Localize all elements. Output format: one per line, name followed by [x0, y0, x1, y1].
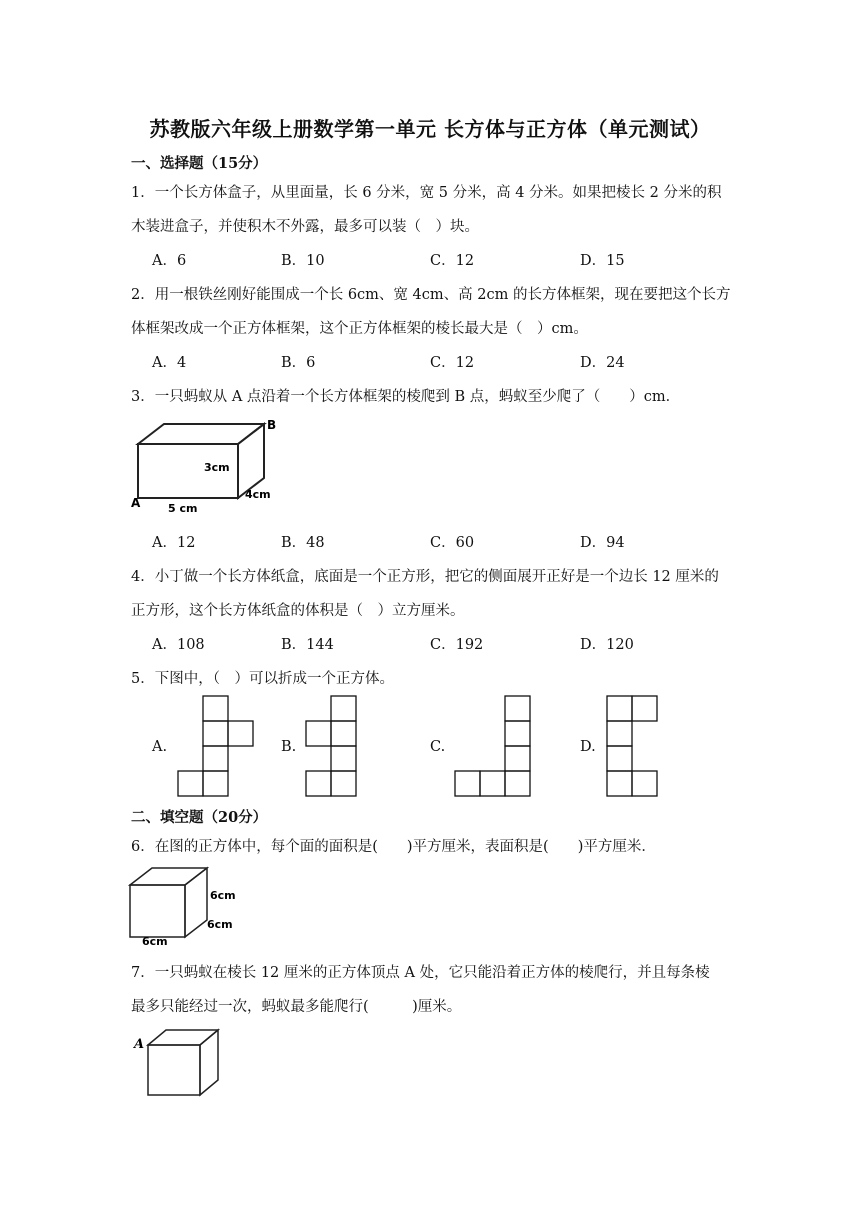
q5-net-d — [607, 696, 657, 796]
q2-option-c: C．12 — [430, 355, 475, 371]
section-heading-fill: 二、填空题（20分） — [131, 809, 268, 826]
q5-text-line1: 5．下图中，（ ）可以折成一个正方体。 — [131, 671, 394, 687]
q3-text-line1: 3．一只蚂蚁从 A 点沿着一个长方体框架的棱爬到 B 点，蚂蚁至少爬了（ ）cm． — [131, 389, 681, 405]
q7-text-line1: 7．一只蚂蚁在棱长 12 厘米的正方体顶点 A 处，它只能沿着正方体的棱爬行，并且每条棱 — [131, 965, 710, 981]
q1-option-c: C．12 — [430, 253, 475, 269]
q5-label-b: B. — [281, 739, 297, 755]
q6-depth-label: 6cm — [207, 918, 233, 931]
q3-point-b-label: B — [267, 418, 277, 432]
q2-text-line2: 体框架改成一个正方体框架，这个正方体框架的棱长最大是（ ）cm。 — [131, 321, 588, 337]
q4-text-line2: 正方形，这个长方体纸盒的体积是（ ）立方厘米。 — [131, 603, 465, 619]
q6-bottom-label: 6cm — [142, 935, 168, 948]
section-heading-choice: 一、选择题（15分） — [131, 155, 268, 172]
q7-text-line2: 最多只能经过一次，蚂蚁最多能爬行( )厘米。 — [131, 999, 462, 1015]
q5-label-a: A. — [152, 739, 168, 755]
q4-text-line1: 4．小丁做一个长方体纸盒，底面是一个正方形，把它的侧面展开正好是一个边长 12 厘米的 — [131, 569, 719, 585]
q1-text-line2: 木装进盒子，并使积木不外露，最多可以装（ ）块。 — [131, 219, 479, 235]
q5-label-d: D. — [580, 739, 596, 755]
q4-option-d: D．120 — [580, 637, 634, 653]
q4-option-a: A．108 — [152, 637, 205, 653]
q3-length-label: 5 cm — [168, 502, 198, 515]
q1-text-line1: 1．一个长方体盒子，从里面量，长 6 分米，宽 5 分米，高 4 分米。如果把棱长 2 分米的积 — [131, 185, 722, 201]
q7-vertex-label: A — [134, 1037, 145, 1052]
q3-option-a: A．12 — [152, 535, 196, 551]
q5-net-b — [306, 696, 356, 796]
q5-label-c: C. — [430, 739, 446, 755]
q2-option-a: A．4 — [152, 355, 187, 371]
q6-text-line1: 6．在图的正方体中，每个面的面积是( )平方厘米，表面积是( )平方厘米． — [131, 839, 656, 855]
q3-height-label: 3cm — [204, 461, 230, 474]
q1-option-a: A．6 — [152, 253, 187, 269]
q3-point-a-label: A — [131, 496, 141, 510]
q3-depth-label: 4cm — [245, 488, 271, 501]
q2-option-b: B．6 — [281, 355, 316, 371]
q1-option-d: D．15 — [580, 253, 625, 269]
q3-option-c: C．60 — [430, 535, 475, 551]
q6-cube-figure — [128, 866, 248, 948]
q2-text-line1: 2．用一根铁丝刚好能围成一个长 6cm、宽 4cm、高 2cm 的长方体框架，现在要把这个长方 — [131, 287, 731, 303]
q6-side-label: 6cm — [210, 889, 236, 902]
page-title: 苏教版六年级上册数学第一单元 长方体与正方体（单元测试） — [149, 117, 711, 141]
q4-option-b: B．144 — [281, 637, 334, 653]
q5-net-c — [455, 696, 530, 796]
q7-cube-figure — [128, 1028, 228, 1100]
q2-option-d: D．24 — [580, 355, 625, 371]
q3-option-d: D．94 — [580, 535, 625, 551]
q1-option-b: B．10 — [281, 253, 325, 269]
q3-option-b: B．48 — [281, 535, 325, 551]
q4-option-c: C．192 — [430, 637, 484, 653]
q5-net-a — [178, 696, 253, 796]
